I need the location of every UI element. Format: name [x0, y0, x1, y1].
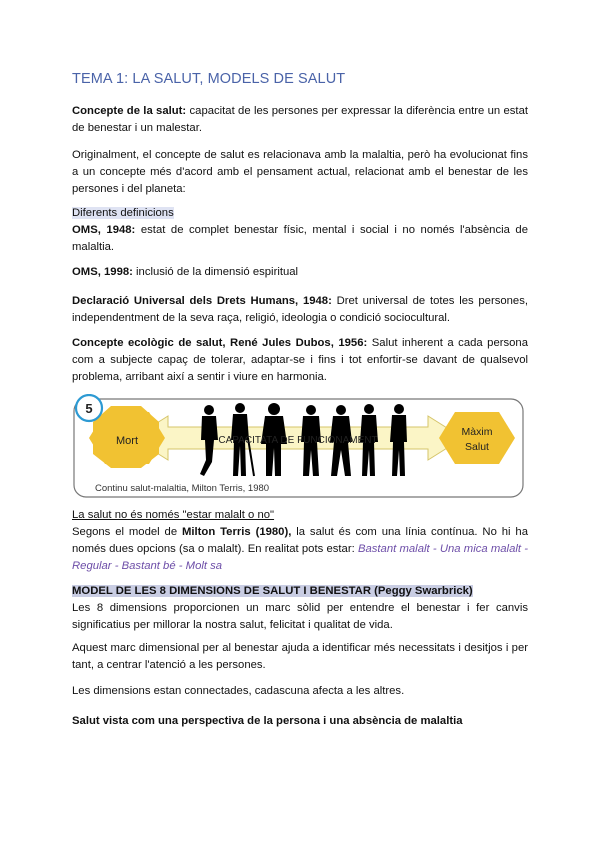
ecologic-label: Concepte ecològic de salut, René Jules Dubos, 1956: [72, 337, 368, 349]
page-title: TEMA 1: LA SALUT, MODELS DE SALUT [72, 71, 346, 87]
ecologic-text: Salut inherent a cada persona com a subjecte capaç de tolerar, adaptar-se i fins i tot enfortir-se davant de qualsevol problema, arribant així a sentir i viure en harmonia. [72, 337, 528, 383]
definicions-heading: Diferents definicions [72, 207, 174, 219]
oms1998-label: OMS, 1998: [72, 266, 133, 278]
declaracio-text: Dret universal de totes les persones, independentment de la seva raça, religió, ideologia o condició sociocultural. [72, 295, 528, 324]
model8-p2: Aquest marc dimensional per al benestar ajuda a identificar més necessitats i desitjos i per tant, a centrar l'atenció a les persones. [72, 642, 528, 671]
concepte-text: capacitat de les persones per expressar la diferència entre un estat de benestar i un malestar. [72, 105, 528, 134]
salut-no-post: la salut és com una línia contínua. No hi ha només dues opcions (sa o malalt). En realitat pots estar: [72, 526, 528, 555]
concepte-label: Concepte de la salut: [72, 105, 187, 117]
capacitat-label: CAPACITATA DE FUNCIONAMENT [218, 435, 378, 446]
model8-p3: Les dimensions estan connectades, cadascuna afecta a les altres. [72, 685, 405, 697]
concepte-paragraph [72, 103, 528, 137]
salut-no-pre: Segons el model de [72, 526, 182, 538]
figure-caption: Continu salut-malaltia, Milton Terris, 1980 [95, 483, 270, 494]
salut-label: Salut [465, 441, 489, 453]
declaracio-label: Declaració Universal dels Drets Humans, 1948: [72, 295, 332, 307]
oms1948-text: estat de complet benestar físic, mental i social i no només l'absència de malaltia. [72, 224, 529, 253]
salut-no-bold: Milton Terris (1980), [181, 526, 292, 538]
ecologic-paragraph [72, 335, 528, 386]
continuum-figure [73, 394, 525, 500]
model8-p1: Les 8 dimensions proporcionen un marc sòlid per entendre el benestar i fer canvis significatius per millorar la nostra salut, felicitat i qualitat de vida. [72, 602, 528, 631]
model8-p4-paragraph [72, 713, 528, 730]
mort-label: Mort [116, 435, 138, 447]
maxim-label: Màxim [461, 426, 493, 438]
original-paragraph: Originalment, el concepte de salut es relacionava amb la malaltia, però ha evolucionat fins a un concepte més d'acord amb el pensament actual, relacionat amb el benestar de les persones i del planeta: [72, 149, 528, 195]
salut-no-block [72, 507, 528, 575]
oms1998-paragraph [72, 264, 528, 281]
oms1948-label: OMS, 1948: [72, 224, 136, 236]
model8-block [72, 583, 528, 634]
declaracio-paragraph [72, 293, 528, 327]
salut-no-heading: La salut no és només "estar malalt o no" [72, 509, 275, 521]
oms1998-text: inclusió de la dimensió espiritual [132, 266, 299, 278]
figure-number: 5 [85, 401, 93, 416]
salut-scale: Bastant malalt - Una mica malalt - Regular - Bastant bé - Molt sa [72, 543, 528, 572]
salut-hexagon [439, 412, 515, 464]
model8-p4: Salut vista com una perspectiva de la persona i una absència de malaltia [72, 715, 463, 727]
definicions-block [72, 205, 528, 256]
model8-heading: MODEL DE LES 8 DIMENSIONS DE SALUT I BENESTAR (Peggy Swarbrick) [72, 585, 473, 597]
